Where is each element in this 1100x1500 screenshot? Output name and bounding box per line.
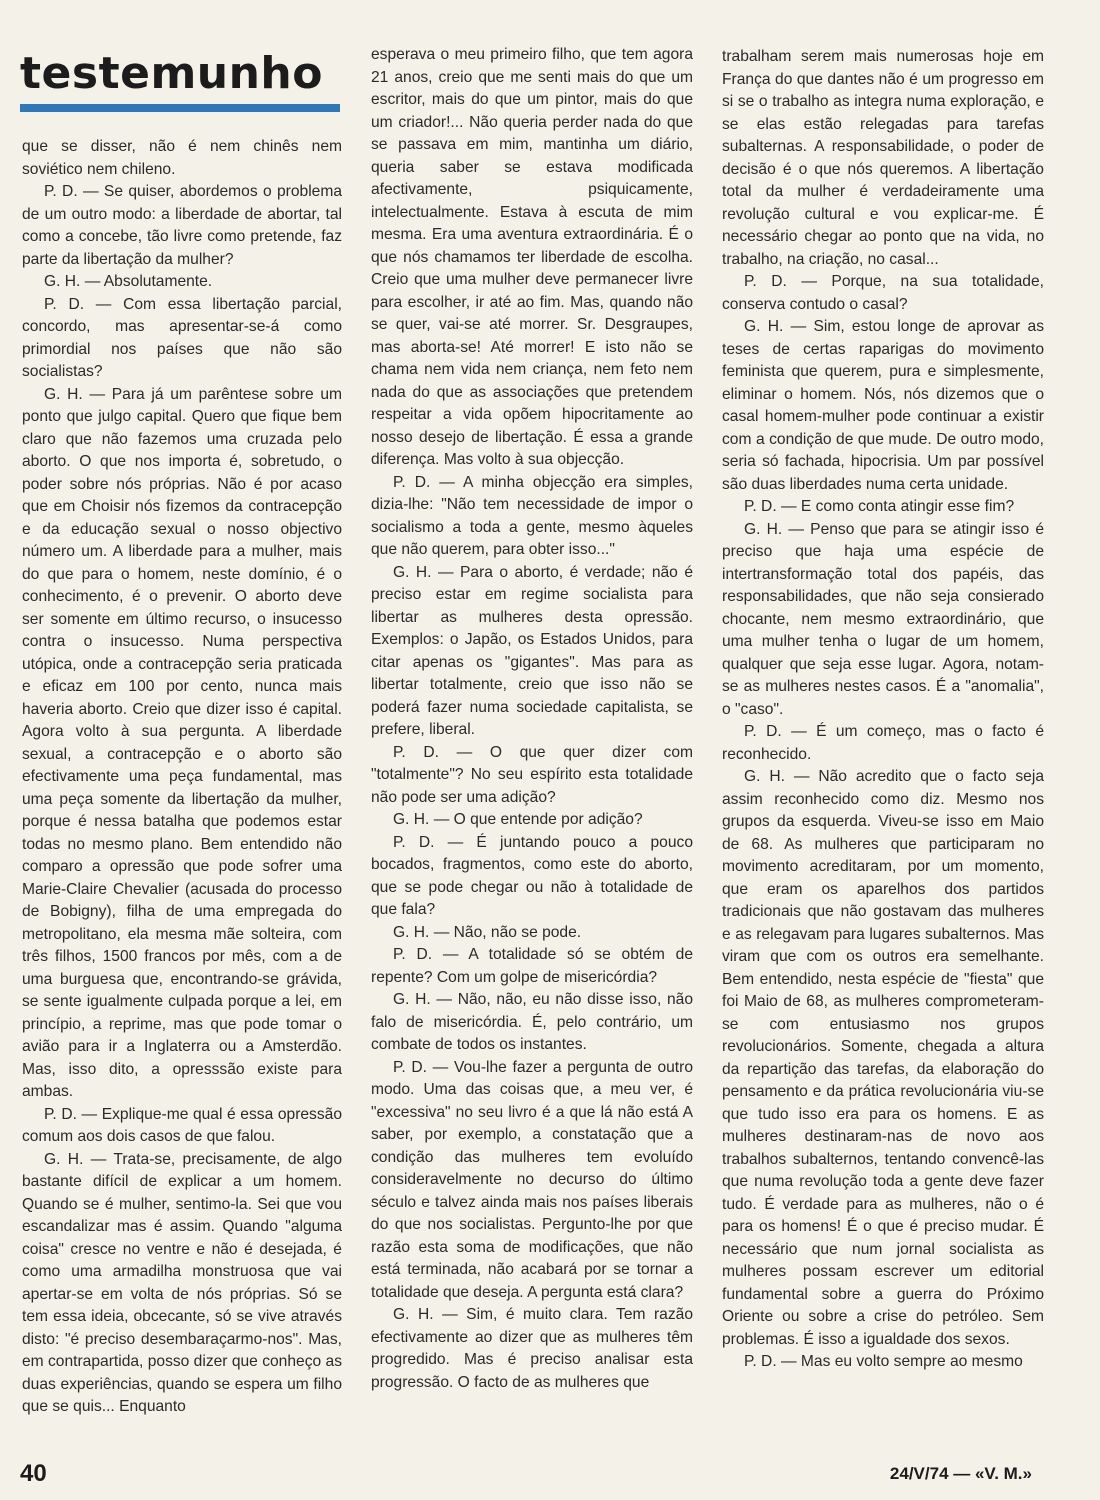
paragraph: G. H. — Trata-se, precisamente, de algo bastante difícil de explicar a um homem. Quando se é mulher, sentimo-la. Sei que vou escandalizar mas é assim. Quando "alguma coisa" cresce no ventre e não é desejada, é como uma armadilha monstruosa que vai apertar-se em volta de nós próprias. Só se tem essa ideia, obcecante, só se vive através disto: "é preciso desembaraçarmo-nos". Mas, em contrapartida, posso dizer que conheço as duas experiências, quando se espera um filho que se quis... Enquanto — [22, 1150, 342, 1415]
paragraph: G. H. — O que entende por adição? — [393, 811, 643, 828]
page-number: 40 — [20, 1460, 47, 1487]
paragraph: G. H. — Para o aborto, é verdade; não é preciso estar em regime socialista para libertar as mulheres desta opressão. Exemplos: o Japão, os Estados Unidos, para citar apenas os "gigantes". Mas para as libertar totalmente, creio que isso não se poderá fazer numa sociedade capitalista, se prefere, liberal. — [371, 563, 693, 738]
paragraph: G. H. — Absolutamente. — [44, 273, 213, 290]
paragraph: P. D. — Porque, na sua totalidade, conserva contudo o casal? — [722, 273, 1044, 313]
paragraph: P. D. — É juntando pouco a pouco bocados, fragmentos, como este do aborto, que se pode chegar ou não à totalidade de que fala? — [371, 833, 693, 918]
paragraph: P. D. — A totalidade só se obtém de repente? Com um golpe de misericórdia? — [371, 946, 693, 986]
text-column-3 — [722, 46, 1044, 1442]
paragraph: esperava o meu primeiro filho, que tem agora 21 anos, creio que me senti mais do que um escritor, mais do que um pintor, mais do que um criador!... Não queria perder nada do que se passava em mim, mantinha um diário, queria saber se estava modificada afectivamente, psiquicamente, intelectualmente. Estava à escuta de mim mesma. Era uma aventura extraordinária. É o que nós chamamos ter liberdade de escolha. Creio que uma mulher deve permanecer livre para escolher, ir até ao fim. Mas, quando não se quer, vai-se até morrer. Sr. Desgraupes, mas aborta-se! Até morrer! E isto não se chama nem vida nem criança, nem feto nem nada do que as associações que pretendem respeitar a vida opõem hipocritamente ao nosso desejo de libertação. É essa a grande diferença. Mas volto à sua objecção. — [371, 46, 693, 468]
paragraph: P. D. — Explique-me qual é essa opressão comum aos dois casos de que falou. — [22, 1105, 342, 1145]
paragraph: G. H. — Não, não se pode. — [393, 923, 582, 941]
paragraph: P. D. — A minha objecção era simples, dizia-lhe: "Não tem necessidade de impor o socialismo a toda a gente, mesmo àqueles que não querem, para obter isso..." — [371, 473, 693, 558]
paragraph: G. H. — Sim, estou longe de aprovar as teses de certas raparigas do movimento feminista que querem, pura e simplesmente, eliminar o homem. Nós, nós dizemos que o casal homem-mulher pode continuar a existir com a condição de que mude. De outro modo, seria só fachada, hipocrisia. Um par possível são duas liberdades numa certa unidade. — [722, 318, 1044, 493]
paragraph: que se disser, não é nem chinês nem soviético nem chileno. — [22, 138, 342, 178]
paragraph: G. H. — Sim, é muito clara. Tem razão efectivamente ao dizer que as mulheres têm progredido. Mas é preciso analisar esta progressão. O facto de as mulheres que — [371, 1306, 693, 1391]
paragraph: trabalham serem mais numerosas hoje em França do que dantes não é um progresso em si se o trabalho as integra numa exploração, e se elas estão relegadas para tarefas subalternas. A responsabilidade, o poder de decisão é o que nós queremos. A libertação total da mulher é verdadeiramente uma revolução cultural e vou explicar-me. É necessário chegar ao ponto que na vida, no trabalho, na criação, no casal... — [722, 48, 1044, 268]
paragraph: P. D. — E como conta atingir esse fim? — [744, 498, 1015, 515]
paragraph: P. D. — Com essa libertação parcial, concordo, mas apresentar-se-á como primordial nos países que não são socialistas? — [22, 295, 342, 380]
text-column-1 — [22, 136, 342, 1446]
paragraph: P. D. — Vou-lhe fazer a pergunta de outro modo. Uma das coisas que, a meu ver, é "excessiva" no seu livro é a que lá não está A saber, por exemplo, a constatação que a condição das mulheres tem evoluído consideravelmente no decurso do último século e talvez ainda mais nos países liberais do que nos socialistas. Pergunto-lhe por que razão esta soma de modificações, que não está terminada, não acabará por se tornar a totalidade que deseja. A pergunta está clara? — [371, 1058, 693, 1301]
text-column-2 — [371, 44, 693, 1444]
paragraph: P. D. — O que quer dizer com "totalmente"? No seu espírito esta totalidade não pode ser uma adição? — [371, 743, 693, 806]
paragraph: P. D. — Mas eu volto sempre ao mesmo — [744, 1353, 1023, 1370]
paragraph: G. H. — Não acredito que o facto seja assim reconhecido como diz. Mesmo nos grupos da esquerda. Viveu-se isso em Maio de 68. As mulheres que participaram no movimento acreditaram, por um momento, que eram os aparelhos dos partidos tradicionais que não gostavam das mulheres e as relegavam para lugares subalternos. Mas viram que com os outros era semelhante. Bem entendido, nesta espécie de "fiesta" que foi Maio de 68, as mulheres comprometeram-se com entusiasmo nos grupos revolucionários. Somente, chegada a altura da repartição das tarefas, da elaboração do pensamento e da prática revolucionária viu-se que tudo isso era para os homens. E as mulheres destinaram-nas de novo aos trabalhos subalternos, tentando convencê-las que numa revolução toda a gente deve fazer tudo. É verdade para as mulheres, não o é para os homens! É o que é preciso mudar. É necessário que num jornal socialista as mulheres possam escrever um editorial fundamental sobre a guerra do Próximo Oriente ou sobre a crise do petróleo. Sem problemas. É isso a igualdade dos sexos. — [722, 768, 1044, 1348]
paragraph: G. H. — Para já um parêntese sobre um ponto que julgo capital. Quero que fique bem claro que não fazemos uma cruzada pelo aborto. O que nos importa é, sobretudo, o poder sobre nós próprias. Não é por acaso que em Choisir nós fizemos da contracepção e da educação sexual o nosso objectivo número um. A liberdade para a mulher, mais do que para o homem, neste domínio, é o conhecimento, é o prevenir. O aborto deve ser somente em último recurso, o insucesso contra o insucesso. Numa perspectiva utópica, onde a contracepção seria praticada e eficaz em 100 por cento, nunca mais haveria aborto. Creio que dizer isso é capital. Agora volto à sua pergunta. A liberdade sexual, a contracepção e o aborto são efectivamente uma peça fundamental, mas uma peça somente da libertação da mulher, porque é nessa batalha que podemos estar todas no mesmo plano. Bem entendido não comparo a opressão que pode sofrer uma Marie-Claire Chevalier (acusada do processo de Bobigny), filha de uma empregada do metropolitano, ela mesma mãe solteira, com três filhos, 1500 francos por mês, com a de uma burguesa que, encontrando-se grávida, se sente igualmente culpada porque a lei, em princípio, a reprime, mas que pode tomar o avião para ir a Inglaterra ou a Amsterdão. Mas, isso dito, a opresssão existe para ambas. — [22, 385, 342, 1100]
paragraph: P. D. — É um começo, mas o facto é reconhecido. — [722, 723, 1044, 763]
title-rule — [20, 104, 340, 112]
issue-reference: 24/V/74 — «V. M.» — [889, 1464, 1032, 1483]
paragraph: P. D. — Se quiser, abordemos o problema de um outro modo: a liberdade de abortar, tal como a concebe, tão livre como pretende, faz parte da libertação da mulher? — [22, 183, 342, 268]
paragraph: G. H. — Penso que para se atingir isso é preciso que haja uma espécie de intertransformação total dos papéis, das responsabilidades, que não seja consierado chocante, nem mesmo extraordinário, que uma mulher tenha o lugar de um homem, qualquer que seja esse lugar. Agora, notam-se as mulheres nestes casos. É a "anomalia", o "caso". — [722, 520, 1044, 718]
paragraph: G. H. — Não, não, eu não disse isso, não falo de misericórdia. É, pelo contrário, um combate de todos os instantes. — [371, 991, 693, 1053]
section-title: testemunho — [20, 48, 323, 99]
